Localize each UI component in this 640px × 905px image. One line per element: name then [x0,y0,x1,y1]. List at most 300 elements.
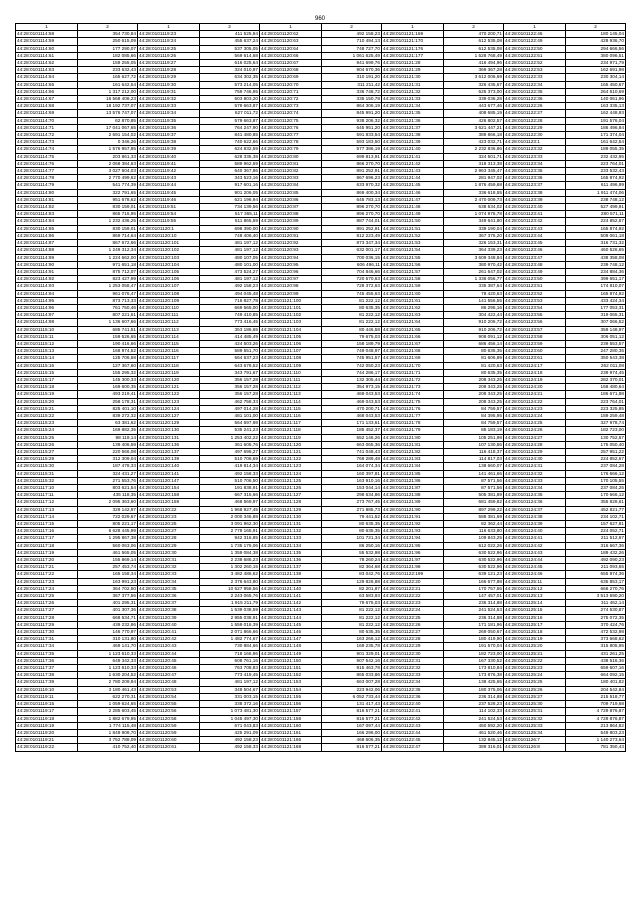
cadastral-value-cell: 257 951,22 [566,448,626,455]
cadastral-number-cell: 44:28:0101121:79 [382,427,444,434]
cadastral-value-cell: 1 911 474,06 [566,189,626,196]
cadastral-number-cell: 44:28:0101117:23 [16,578,78,585]
cadastral-value-cell: 17 041 067,65 [78,124,138,131]
cadastral-value-cell: 1 539 038,59 [200,607,260,614]
column-header: 2 [78,24,138,31]
cadastral-value-cell: 435 118,35 [78,492,138,499]
cadastral-number-cell: 44:28:0101121:121 [260,448,322,455]
cadastral-number-cell: 44:28:0101125:21 [504,650,566,657]
cadastral-value-cell: 258 178,31 [78,398,138,405]
cadastral-value-cell: 419 814,34 [200,463,260,470]
cadastral-value-cell: 748 727,70 [322,45,382,52]
cadastral-number-cell: 44:28:0101121:44 [382,175,444,182]
cadastral-number-cell: 44:28:0101120:59 [138,729,200,736]
cadastral-value-cell: 80 635,35 [322,528,382,535]
cadastral-number-cell: 44:28:0101123:33 [504,153,566,160]
cadastral-value-cell: 423 032,71 [444,139,504,146]
table-row [16,521,626,528]
cadastral-number-cell: 44:28:0101123:36 [504,175,566,182]
table-row [16,355,626,362]
table-row [16,146,626,153]
cadastral-value-cell: 593 183,50 [322,139,382,146]
cadastral-number-cell: 44:28:0101114:71 [16,124,78,131]
table-row [16,369,626,376]
cadastral-number-cell: 44:28:0101117:22 [16,571,78,578]
cadastral-value-cell: 319 065,31 [566,312,626,319]
cadastral-value-cell: 63 583,93 [322,593,382,600]
cadastral-number-cell: 44:28:0101115:31 [16,470,78,477]
cadastral-value-cell: 356 157,28 [200,376,260,383]
cadastral-value-cell: 769 289,48 [322,456,382,463]
cadastral-value-cell: 162 691,98 [566,67,626,74]
cadastral-number-cell: 44:28:0101115:21 [16,405,78,412]
cadastral-number-cell: 44:28:0101119:37 [138,132,200,139]
cadastral-number-cell: 44:28:0101121:95 [382,542,444,549]
cadastral-number-cell: 44:28:0101115:10 [16,326,78,333]
cadastral-value-cell: 107 130,56 [444,441,504,448]
column-header: 2 [322,24,382,31]
cadastral-number-cell: 44:28:0101114:80 [16,189,78,196]
cadastral-value-cell: 18 192 737,07 [78,103,138,110]
table-row [16,218,626,225]
cadastral-number-cell: 44:28:0101117:12 [16,499,78,506]
table-row [16,132,626,139]
table-row [16,665,626,672]
cadastral-value-cell: 160 397,81 [322,470,382,477]
cadastral-value-cell: 3 482 486,62 [200,571,260,578]
cadastral-number-cell: 44:28:0101121:58 [382,276,444,283]
cadastral-number-cell: 44:28:0101121:165 [260,737,322,744]
table-row [16,636,626,643]
cadastral-number-cell: 44:28:0101114:65 [16,81,78,88]
cadastral-value-cell: 138 660,07 [444,463,504,470]
cadastral-value-cell: 1 882 679,95 [78,715,138,722]
cadastral-value-cell: 700 036,15 [322,254,382,261]
cadastral-number-cell: 44:28:0101122:29 [504,124,566,131]
cadastral-value-cell: 364 339,23 [444,247,504,254]
cadastral-number-cell: 44:28:0101120:34 [138,578,200,585]
cadastral-value-cell: 468 569,97 [200,499,260,506]
cadastral-value-cell: 722 029,67 [78,513,138,520]
table-row [16,124,626,131]
cadastral-value-cell: 2 071 866,66 [200,629,260,636]
cadastral-number-cell: 44:28:0101121:105 [260,333,322,340]
cadastral-number-cell: 44:28:0101123:60 [504,348,566,355]
cadastral-value-cell: 904 670,36 [322,67,382,74]
cadastral-value-cell: 271 885,73 [322,506,382,513]
cadastral-number-cell: 44:28:0101120:46 [138,665,200,672]
cadastral-number-cell: 44:28:0101114:78 [16,175,78,182]
cadastral-value-cell: 537 305,05 [200,45,260,52]
cadastral-number-cell: 44:28:0101114:96 [16,304,78,311]
cadastral-value-cell: 356 157,28 [200,391,260,398]
cadastral-number-cell: 44:28:0101125:19 [504,636,566,643]
table-row [16,441,626,448]
cadastral-number-cell: 44:28:0101121:88 [382,492,444,499]
cadastral-value-cell: 438 358,08 [566,254,626,261]
cadastral-value-cell: 910 206,72 [444,319,504,326]
cadastral-value-cell: 1 735 176,06 [200,542,260,549]
cadastral-number-cell: 44:28:0101124:27 [504,434,566,441]
cadastral-value-cell: 671 043,83 [200,722,260,729]
cadastral-value-cell: 2 095 363,60 [78,499,138,506]
cadastral-value-cell: 494 045,48 [200,290,260,297]
cadastral-number-cell: 44:28:0101120:154 [138,485,200,492]
cadastral-number-cell: 44:28:0101121:155 [260,693,322,700]
cadastral-value-cell: 730 884,66 [200,643,260,650]
cadastral-value-cell: 938 206,32 [322,117,382,124]
cadastral-value-cell: 238 748,12 [566,196,626,203]
cadastral-number-cell: 44:28:0101122:43 [382,722,444,729]
cadastral-number-cell: 44:28:0101121:100 [260,297,322,304]
cadastral-value-cell: 473 524,27 [200,268,260,275]
cadastral-number-cell: 44:28:0101121:115 [260,405,322,412]
table-row [16,398,626,405]
cadastral-number-cell: 44:28:0101120:78 [260,139,322,146]
cadastral-number-cell: 44:28:0101120:159 [138,499,200,506]
cadastral-value-cell: 452 821,77 [566,506,626,513]
cadastral-number-cell: 44:28:0101121:97 [382,557,444,564]
cadastral-number-cell: 44:28:0101121:130 [260,513,322,520]
table-row [16,535,626,542]
cadastral-value-cell: 63 381,62 [78,420,138,427]
cadastral-value-cell: 497 695,27 [200,448,260,455]
cadastral-value-cell: 611 496,99 [566,182,626,189]
table-row [16,744,626,751]
cadastral-value-cell: 141 556,55 [444,297,504,304]
table-body [16,31,626,751]
cadastral-number-cell: 44:28:0101122:30 [504,132,566,139]
table-row [16,607,626,614]
cadastral-number-cell: 44:28:0101121:57 [382,268,444,275]
cadastral-value-cell: 1 253 402,22 [200,434,260,441]
cadastral-value-cell: 162 448,93 [566,110,626,117]
table-row [16,549,626,556]
cadastral-number-cell: 44:28:0101120:48 [138,679,200,686]
cadastral-number-cell: 44:28:0101120:33 [138,571,200,578]
cadastral-value-cell: 211 512,67 [566,535,626,542]
cadastral-number-cell: 44:28:0101121:156 [260,701,322,708]
cadastral-value-cell: 549 803,23 [566,729,626,736]
cadastral-number-cell: 44:28:0101119:46 [138,196,200,203]
cadastral-value-cell: 13 576 747,07 [78,110,138,117]
cadastral-number-cell: 44:28:0101121:94 [382,535,444,542]
cadastral-number-cell: 44:28:0101114:88 [16,247,78,254]
cadastral-value-cell: 213 864,82 [566,722,626,729]
cadastral-number-cell: 44:28:0101120:104 [138,261,200,268]
cadastral-number-cell: 44:28:0101120:60 [138,737,200,744]
cadastral-number-cell: 44:28:0101119:42 [138,168,200,175]
cadastral-number-cell: 44:28:0101123:38 [504,189,566,196]
cadastral-number-cell: 44:28:0101122:199 [382,571,444,578]
cadastral-value-cell: 505 381,89 [444,492,504,499]
cadastral-number-cell: 44:28:0101120:37 [138,600,200,607]
cadastral-number-cell: 44:28:0101117:24 [16,585,78,592]
cadastral-number-cell: 44:28:0101122:42 [382,715,444,722]
cadastral-number-cell: 44:28:0101120:118 [138,362,200,369]
cadastral-number-cell: 44:28:0101122:40 [382,701,444,708]
cadastral-value-cell: 941 699,76 [322,60,382,67]
cadastral-value-cell: 174 810,07 [566,283,626,290]
cadastral-value-cell: 239 553,57 [566,340,626,347]
cadastral-number-cell: 44:28:0101120:86 [260,196,322,203]
cadastral-value-cell: 1 559 016,39 [200,621,260,628]
cadastral-number-cell: 44:28:0101115:15 [16,369,78,376]
cadastral-value-cell: 215 518,77 [566,693,626,700]
cadastral-number-cell: 44:28:0101121:158 [260,715,322,722]
cadastral-number-cell: 44:28:0101122:26 [504,103,566,110]
cadastral-value-cell: 315 805,95 [566,643,626,650]
cadastral-value-cell: 887 744,01 [322,218,382,225]
table-row [16,499,626,506]
cadastral-number-cell: 44:28:0101121:116 [260,412,322,419]
cadastral-value-cell: 830 159,01 [78,204,138,211]
cadastral-value-cell: 10 527 958,56 [200,585,260,592]
cadastral-number-cell: 44:28:0101120:131 [138,434,200,441]
cadastral-number-cell: 44:28:0101122:49 [504,38,566,45]
cadastral-number-cell: 44:28:0101121:104 [260,326,322,333]
table-row [16,485,626,492]
cadastral-number-cell: 44:28:0101120:62 [260,31,322,38]
cadastral-value-cell: 638 534,02 [444,204,504,211]
cadastral-value-cell: 612 535,08 [444,45,504,52]
cadastral-number-cell: 44:28:0101119:26 [138,52,200,59]
cadastral-value-cell: 864 306,19 [322,103,382,110]
cadastral-number-cell: 44:28:0101125:26 [504,686,566,693]
cadastral-number-cell: 44:28:0101114:87 [16,240,78,247]
cadastral-number-cell: 44:28:0101119:51 [138,204,200,211]
page-number: 960 [314,16,325,22]
cadastral-number-cell: 44:28:0101122:27 [504,110,566,117]
cadastral-number-cell: 44:28:0101120:22 [138,506,200,513]
cadastral-number-cell: 44:28:0101120:107 [138,283,200,290]
cadastral-value-cell: 439 232,86 [78,621,138,628]
cadastral-number-cell: 44:28:0101120:82 [260,168,322,175]
cadastral-number-cell: 44:28:0101114:92 [16,276,78,283]
cadastral-number-cell: 44:28:0101124:34 [504,485,566,492]
cadastral-number-cell: 44:28:0101119:45 [138,189,200,196]
cadastral-value-cell: 234 971,79 [566,60,626,67]
cadastral-number-cell: 44:28:0101121:149 [260,650,322,657]
cadastral-number-cell: 44:28:0101117:38 [16,672,78,679]
cadastral-number-cell: 44:28:0101117:15 [16,521,78,528]
cadastral-number-cell: 44:28:0101124:32 [504,470,566,477]
cadastral-value-cell: 744 286,17 [322,369,382,376]
cadastral-value-cell: 649 342,33 [78,657,138,664]
cadastral-value-cell: 1 576 957,85 [78,146,138,153]
cadastral-number-cell: 44:28:0101121:170 [382,38,444,45]
cadastral-number-cell: 44:28:0101120:63 [260,38,322,45]
cadastral-number-cell: 44:28:0101121:28 [382,60,444,67]
cadastral-number-cell: 44:28:0101121:63 [382,312,444,319]
cadastral-number-cell: 44:28:0101124:31 [504,463,566,470]
cadastral-number-cell: 44:28:0101119:43 [138,175,200,182]
cadastral-value-cell: 163 910,16 [322,477,382,484]
cadastral-value-cell: 869 400,34 [322,189,382,196]
cadastral-number-cell: 44:28:0101120:98 [260,283,322,290]
cadastral-value-cell: 2 000 346,88 [200,513,260,520]
cadastral-value-cell: 2 243 065,76 [200,593,260,600]
cadastral-value-cell: 62 870,85 [78,117,138,124]
cadastral-value-cell: 223 764,01 [566,398,626,405]
table-row [16,427,626,434]
cadastral-value-cell: 145 300,33 [78,376,138,383]
cadastral-number-cell: 44:28:0101119:35 [138,117,200,124]
cadastral-value-cell: 425 291,09 [200,729,260,736]
cadastral-number-cell: 44:28:0101121:177 [382,52,444,59]
cadastral-value-cell: 1 968 927,45 [200,506,260,513]
cadastral-number-cell: 44:28:0101121:66 [382,333,444,340]
cadastral-value-cell: 873 713,33 [78,297,138,304]
cadastral-value-cell: 353 186,65 [200,326,260,333]
cadastral-number-cell: 44:28:0101121:46 [382,189,444,196]
cadastral-number-cell: 44:28:0101124:38 [504,513,566,520]
cadastral-number-cell: 44:28:0101114:90 [16,261,78,268]
cadastral-number-cell: 44:28:0101114:58 [16,31,78,38]
cadastral-value-cell: 348 504,67 [200,686,260,693]
cadastral-number-cell: 44:28:0101114:86 [16,232,78,239]
cadastral-value-cell: 324 010,97 [200,67,260,74]
cadastral-number-cell: 44:28:0101119:21 [16,737,78,744]
cadastral-value-cell: 163 991,23 [78,578,138,585]
cadastral-value-cell: 370 424,76 [566,621,626,628]
cadastral-number-cell: 44:28:0101120:39 [138,614,200,621]
cadastral-number-cell: 44:28:0101123:52 [504,290,566,297]
cadastral-number-cell: 44:28:0101122:35 [382,686,444,693]
cadastral-number-cell: 44:28:0101121:117 [260,420,322,427]
cadastral-number-cell: 44:28:0101117:35 [16,650,78,657]
cadastral-number-cell: 44:28:0101121:82 [382,448,444,455]
cadastral-number-cell: 44:28:0101114:73 [16,139,78,146]
cadastral-value-cell: 1 136 607,66 [78,319,138,326]
cadastral-number-cell: 44:28:0101114:60 [16,45,78,52]
cadastral-number-cell: 44:28:0101119:32 [138,96,200,103]
table-row [16,268,626,275]
cadastral-value-cell: 2 963 345,47 [444,168,504,175]
cadastral-number-cell: 44:28:0101119:20 [16,729,78,736]
cadastral-value-cell: 81 222,12 [322,312,382,319]
cadastral-number-cell: 44:28:0101122:25 [382,614,444,621]
cadastral-number-cell: 44:28:0101120:45 [138,657,200,664]
cadastral-number-cell: 44:28:0101120:83 [260,175,322,182]
cadastral-number-cell: 44:28:0101121:41 [382,153,444,160]
cadastral-number-cell: 44:28:0101122:23 [382,600,444,607]
cadastral-number-cell: 44:28:0101125:25 [504,679,566,686]
cadastral-number-cell: 44:28:0101117:14 [16,513,78,520]
cadastral-number-cell: 44:28:0101115:14 [16,355,78,362]
cadastral-value-cell: 896 270,70 [322,204,382,211]
column-header: 2 [200,24,260,31]
cadastral-number-cell: 44:28:0101121:68 [382,348,444,355]
cadastral-value-cell: 208 343,25 [444,391,504,398]
cadastral-value-cell: 1 849 908,70 [78,729,138,736]
cadastral-value-cell: 759 746,95 [200,88,260,95]
cadastral-number-cell: 44:28:0101120:136 [138,441,200,448]
cadastral-number-cell: 44:28:0101120:64 [260,45,322,52]
cadastral-number-cell: 44:28:0101119:39 [138,146,200,153]
cadastral-value-cell: 603 803,20 [200,96,260,103]
cadastral-value-cell: 901 329,01 [322,650,382,657]
cadastral-number-cell: 44:28:0101123:32 [504,146,566,153]
cadastral-value-cell: 608 761,16 [200,657,260,664]
cadastral-number-cell: 44:28:0101117:13 [16,506,78,513]
cadastral-value-cell: 1 074 976,78 [444,211,504,218]
cadastral-number-cell: 44:28:0101121:39 [382,139,444,146]
cadastral-value-cell: 633 970,32 [322,182,382,189]
cadastral-number-cell: 44:28:0101120:115 [138,340,200,347]
cadastral-number-cell: 44:28:0101122:22 [382,593,444,600]
cadastral-value-cell: 1 253 058,47 [78,283,138,290]
cadastral-value-cell: 830 159,01 [78,225,138,232]
cadastral-value-cell: 139 406,59 [78,441,138,448]
cadastral-value-cell: 443 677,46 [444,103,504,110]
cadastral-number-cell: 44:28:0101119:30 [138,81,200,88]
cadastral-number-cell: 44:28:0101119:23 [138,31,200,38]
cadastral-number-cell: 44:28:0101120:122 [138,391,200,398]
cadastral-number-cell: 44:28:0101124:24 [504,412,566,419]
cadastral-value-cell: 324 501,71 [444,153,504,160]
cadastral-number-cell: 44:28:0101121:127 [260,492,322,499]
table-row [16,31,626,38]
table-row [16,276,626,283]
column-header: 1 [16,24,78,31]
cadastral-value-cell: 350 543,38 [566,355,626,362]
cadastral-value-cell: 1 317 212,00 [78,88,138,95]
cadastral-value-cell: 316 667,36 [566,542,626,549]
table-row [16,557,626,564]
cadastral-number-cell: 44:28:0101124:39 [504,521,566,528]
cadastral-number-cell: 44:28:0101121:31 [382,81,444,88]
cadastral-number-cell: 44:28:0101120:70 [260,81,322,88]
cadastral-number-cell: 44:28:0101117:25 [16,593,78,600]
cadastral-value-cell: 492 158,23 [200,737,260,744]
cadastral-value-cell: 180 375,06 [444,686,504,693]
cadastral-number-cell: 44:28:0101115:19 [16,391,78,398]
cadastral-number-cell: 44:28:0101114:59 [16,38,78,45]
cadastral-value-cell: 816 577,21 [322,708,382,715]
cadastral-value-cell: 318 313,38 [444,160,504,167]
table-row [16,693,626,700]
cadastral-number-cell: 44:28:0101120:29 [138,542,200,549]
cadastral-number-cell: 44:28:0101123:37 [504,182,566,189]
cadastral-number-cell: 44:28:0101120:76 [260,124,322,131]
cadastral-value-cell: 2 470 009,73 [444,196,504,203]
table-row [16,283,626,290]
cadastral-number-cell: 44:28:0101117:26 [16,600,78,607]
cadastral-value-cell: 165 874,92 [566,290,626,297]
cadastral-value-cell: 186 496,84 [566,124,626,131]
cadastral-number-cell: 44:28:0101125:16 [504,614,566,621]
cadastral-value-cell: 699 813,91 [322,153,382,160]
cadastral-value-cell: 298 634,86 [322,492,382,499]
cadastral-number-cell: 44:28:0101122:28 [504,117,566,124]
table-row [16,456,626,463]
cadastral-value-cell: 470 200,71 [444,31,504,38]
cadastral-value-cell: 4 729 876,87 [566,708,626,715]
cadastral-number-cell: 44:28:0101121:141 [260,593,322,600]
cadastral-value-cell: 612 535,08 [444,38,504,45]
cadastral-number-cell: 44:28:0101119:44 [138,182,200,189]
table-row [16,333,626,340]
column-header: 1 [138,24,200,31]
cadastral-value-cell: 189 259,48 [566,412,626,419]
table-row [16,448,626,455]
cadastral-value-cell: 401 307,36 [78,607,138,614]
cadastral-value-cell: 367 376,20 [444,232,504,239]
cadastral-number-cell: 44:28:0101115:25 [16,434,78,441]
cadastral-value-cell: 84 759,57 [444,405,504,412]
cadastral-number-cell: 44:28:0101120:95 [260,261,322,268]
